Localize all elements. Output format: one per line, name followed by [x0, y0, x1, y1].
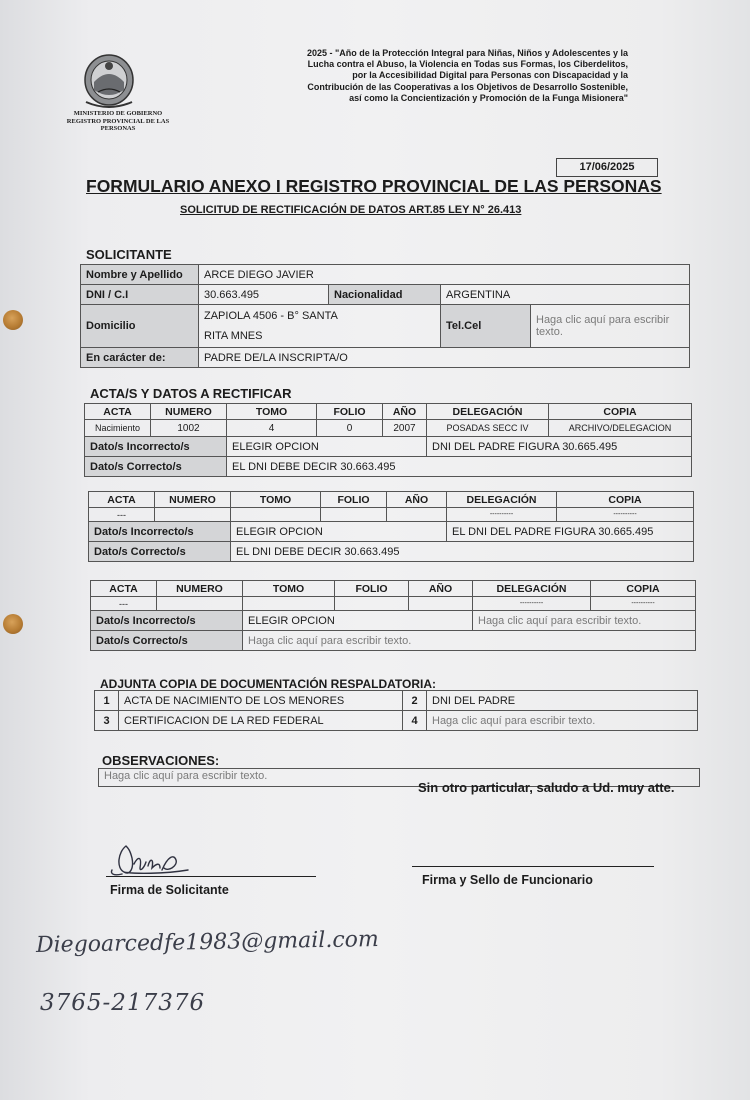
acta-type-cell[interactable]: ---: [89, 508, 155, 522]
observations-heading: OBSERVACIONES:: [102, 753, 220, 768]
folio-cell[interactable]: [321, 508, 387, 522]
col-tomo: TOMO: [243, 581, 335, 597]
anio-cell[interactable]: [409, 597, 473, 611]
copia-cell[interactable]: ----------: [557, 508, 694, 522]
address-field[interactable]: [199, 305, 441, 348]
date-field[interactable]: 17/06/2025: [556, 158, 658, 177]
doc-item-number: 1: [95, 691, 119, 711]
col-anio: AÑO: [387, 492, 447, 508]
acta-type-cell[interactable]: Nacimiento: [85, 420, 151, 437]
acta-type-cell[interactable]: ---: [91, 597, 157, 611]
incorrect-data-field[interactable]: EL DNI DEL PADRE FIGURA 30.665.495: [447, 522, 694, 542]
doc-item-field[interactable]: DNI DEL PADRE: [427, 691, 698, 711]
col-acta: ACTA: [89, 492, 155, 508]
solicitante-heading: SOLICITANTE: [86, 247, 172, 262]
numero-cell[interactable]: [157, 597, 243, 611]
doc-item-field[interactable]: ACTA DE NACIMIENTO DE LOS MENORES: [119, 691, 403, 711]
incorrect-label: Dato/s Incorrecto/s: [89, 522, 231, 542]
col-copia: COPIA: [591, 581, 696, 597]
col-copia: COPIA: [557, 492, 694, 508]
correct-data-field[interactable]: EL DNI DEBE DECIR 30.663.495: [231, 542, 694, 562]
col-tomo: TOMO: [231, 492, 321, 508]
dni-field[interactable]: 30.663.495: [199, 285, 329, 305]
documentation-table: [94, 690, 698, 731]
applicant-signature-label: Firma de Solicitante: [110, 883, 229, 897]
ministry-name: MINISTERIO DE GOBIERNO REGISTRO PROVINCIAL DE LAS PERSONAS: [66, 110, 170, 132]
observations-field[interactable]: Haga clic aquí para escribir texto.: [98, 768, 700, 787]
solicitante-table: [80, 264, 690, 368]
provincial-seal-logo: [78, 52, 140, 110]
copia-cell[interactable]: ARCHIVO/DELEGACION: [549, 420, 692, 437]
copia-cell[interactable]: ----------: [591, 597, 696, 611]
col-numero: NUMERO: [157, 581, 243, 597]
actas-heading: ACTA/S Y DATOS A RECTIFICAR: [90, 386, 292, 401]
handwritten-signature: [104, 838, 194, 884]
numero-cell[interactable]: 1002: [151, 420, 227, 437]
form-subtitle: SOLICITUD DE RECTIFICACIÓN DE DATOS ART.85 LEY N° 26.413: [180, 204, 522, 216]
col-anio: AÑO: [383, 404, 427, 420]
address-label: Domicilio: [81, 305, 199, 348]
folio-cell[interactable]: [335, 597, 409, 611]
col-numero: NUMERO: [151, 404, 227, 420]
col-delegacion: DELEGACIÓN: [473, 581, 591, 597]
tomo-cell[interactable]: 4: [227, 420, 317, 437]
doc-item-field[interactable]: CERTIFICACION DE LA RED FEDERAL: [119, 711, 403, 731]
anio-cell[interactable]: 2007: [383, 420, 427, 437]
documentation-heading: ADJUNTA COPIA DE DOCUMENTACIÓN RESPALDATORIA:: [100, 677, 436, 691]
folio-cell[interactable]: 0: [317, 420, 383, 437]
anio-cell[interactable]: [387, 508, 447, 522]
col-acta: ACTA: [91, 581, 157, 597]
correct-label: Dato/s Correcto/s: [85, 457, 227, 477]
incorrect-data-field[interactable]: DNI DEL PADRE FIGURA 30.665.495: [427, 437, 692, 457]
tomo-cell[interactable]: [243, 597, 335, 611]
handwritten-phone: 3765-217376: [40, 990, 206, 1016]
incorrect-data-field[interactable]: Haga clic aquí para escribir texto.: [473, 611, 696, 631]
incorrect-label: Dato/s Incorrecto/s: [91, 611, 243, 631]
delegacion-cell[interactable]: POSADAS SECC IV: [427, 420, 549, 437]
official-signature-line: [412, 866, 654, 867]
col-acta: ACTA: [85, 404, 151, 420]
dni-label: DNI / C.I: [81, 285, 199, 305]
col-delegacion: DELEGACIÓN: [447, 492, 557, 508]
col-tomo: TOMO: [227, 404, 317, 420]
doc-item-number: 4: [403, 711, 427, 731]
incorrect-option-select[interactable]: ELEGIR OPCION: [231, 522, 447, 542]
applicant-signature-line: [106, 876, 316, 877]
correct-label: Dato/s Correcto/s: [89, 542, 231, 562]
col-delegacion: DELEGACIÓN: [427, 404, 549, 420]
address-line-2: RITA MNES: [204, 330, 263, 342]
correct-data-field[interactable]: Haga clic aquí para escribir texto.: [243, 631, 696, 651]
col-folio: FOLIO: [321, 492, 387, 508]
incorrect-label: Dato/s Incorrecto/s: [85, 437, 227, 457]
incorrect-option-select[interactable]: ELEGIR OPCION: [227, 437, 427, 457]
form-title: FORMULARIO ANEXO I REGISTRO PROVINCIAL DE LAS PERSONAS: [86, 176, 662, 196]
col-numero: NUMERO: [155, 492, 231, 508]
col-folio: FOLIO: [335, 581, 409, 597]
official-signature-label: Firma y Sello de Funcionario: [422, 873, 593, 887]
closing-text: Sin otro particular, saludo a Ud. muy atte.: [418, 780, 675, 795]
nationality-label: Nacionalidad: [329, 285, 441, 305]
acta-block-3: [90, 580, 696, 651]
acta-block-2: [88, 491, 694, 562]
nationality-field[interactable]: ARGENTINA: [441, 285, 690, 305]
phone-label: Tel.Cel: [441, 305, 531, 348]
name-field[interactable]: ARCE DIEGO JAVIER: [199, 265, 690, 285]
col-copia: COPIA: [549, 404, 692, 420]
delegacion-cell[interactable]: ----------: [447, 508, 557, 522]
col-folio: FOLIO: [317, 404, 383, 420]
acta-block-1: [84, 403, 692, 477]
numero-cell[interactable]: [155, 508, 231, 522]
address-line-1: ZAPIOLA 4506 - B° SANTA: [204, 310, 338, 322]
delegacion-cell[interactable]: ----------: [473, 597, 591, 611]
name-label: Nombre y Apellido: [81, 265, 199, 285]
tomo-cell[interactable]: [231, 508, 321, 522]
col-anio: AÑO: [409, 581, 473, 597]
punch-hole: [3, 614, 23, 634]
phone-field[interactable]: Haga clic aquí para escribir texto.: [531, 305, 690, 348]
doc-item-field[interactable]: Haga clic aquí para escribir texto.: [427, 711, 698, 731]
role-field[interactable]: PADRE DE/LA INSCRIPTA/O: [199, 348, 690, 368]
doc-item-number: 3: [95, 711, 119, 731]
handwritten-email: Diegoarcedfe1983@gmail.com: [35, 927, 379, 958]
correct-label: Dato/s Correcto/s: [91, 631, 243, 651]
role-label: En carácter de:: [81, 348, 199, 368]
doc-item-number: 2: [403, 691, 427, 711]
correct-data-field[interactable]: EL DNI DEBE DECIR 30.663.495: [227, 457, 692, 477]
punch-hole: [3, 310, 23, 330]
incorrect-option-select[interactable]: ELEGIR OPCION: [243, 611, 473, 631]
year-motto: 2025 - "Año de la Protección Integral para Niñas, Niños y Adolescentes y la Lucha contra el Abuso, la Violencia en Todas sus Formas, los Ciberdelitos, por la Accesibilidad Digital para Personas con Discapacidad y la Contribución de las Cooperativas a los Objetivos de Desarrollo Sostenible, así como la Concientización y Promoción de la Funga Misionera": [306, 48, 628, 103]
